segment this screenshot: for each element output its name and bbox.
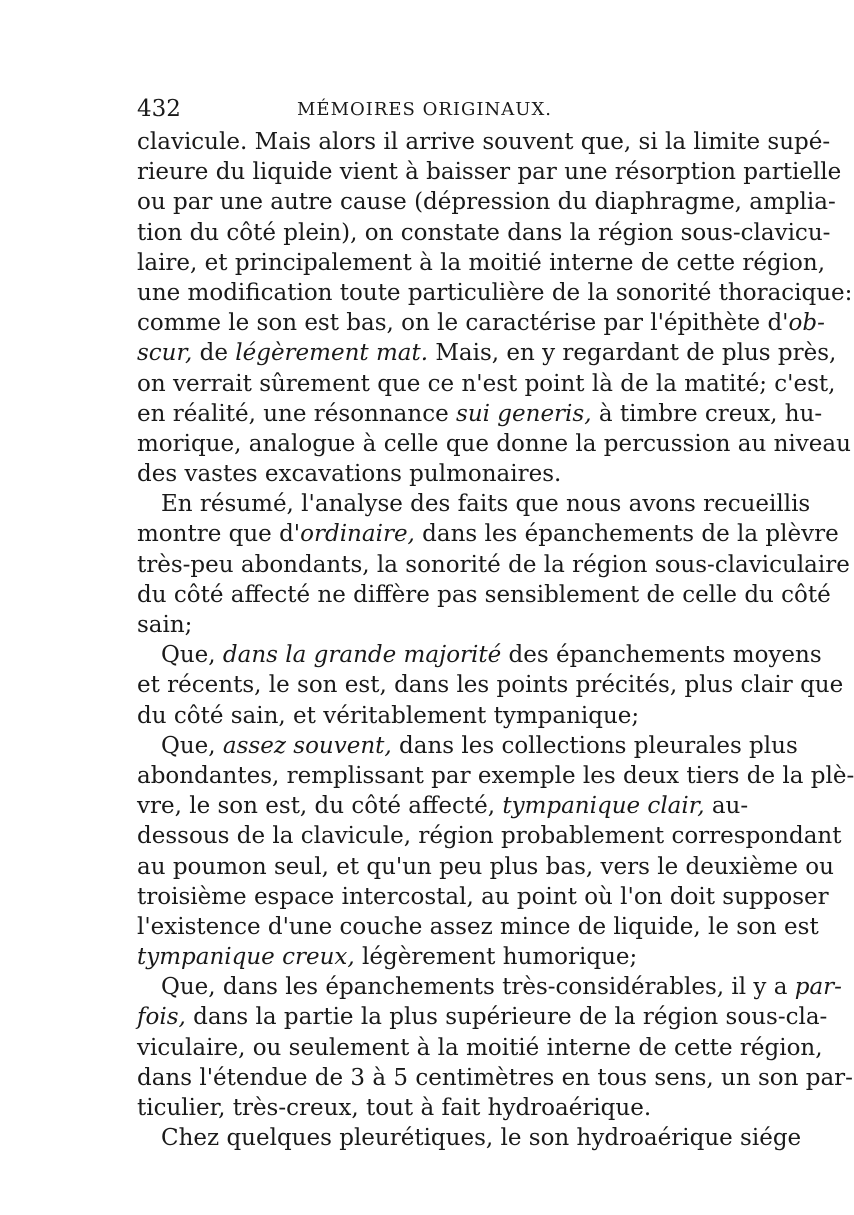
text-line bbox=[137, 157, 842, 187]
text-line bbox=[137, 761, 854, 791]
text-segment: Que, dans les épanchements très-considérables, il y a bbox=[161, 974, 795, 1001]
text-segment: troisième espace intercostal, au point où l'on doit supposer bbox=[137, 883, 829, 910]
text-line bbox=[137, 1063, 853, 1093]
text-segment: morique, analogue à celle que donne la percussion au niveau bbox=[137, 430, 851, 457]
text-segment: du côté sain, et véritablement tympanique; bbox=[137, 702, 640, 729]
text-segment: l'existence d'une couche assez mince de liquide, le son est bbox=[137, 913, 819, 940]
italic-text: sui generis, bbox=[456, 400, 592, 427]
text-segment: Que, bbox=[161, 732, 223, 759]
text-line bbox=[137, 882, 829, 912]
text-segment: au poumon seul, et qu'un peu plus bas, vers le deuxième ou bbox=[137, 853, 834, 880]
text-segment: ou par une autre cause (dépression du diaphragme, amplia- bbox=[137, 189, 836, 216]
text-segment: viculaire, ou seulement à la moitié interne de cette région, bbox=[137, 1034, 823, 1061]
text-line bbox=[137, 218, 831, 248]
text-line bbox=[137, 127, 831, 157]
text-segment: dans les collections pleurales plus bbox=[391, 732, 798, 759]
text-segment: au- bbox=[704, 793, 749, 820]
text-segment: on verrait sûrement que ce n'est point là de la matité; c'est, bbox=[137, 370, 836, 397]
text-line bbox=[137, 1093, 667, 1123]
text-line bbox=[137, 369, 836, 399]
text-segment: Mais, en y regardant de plus près, bbox=[428, 340, 837, 367]
page-number: 432 bbox=[137, 96, 181, 122]
text-line bbox=[137, 1002, 828, 1032]
text-line bbox=[137, 489, 811, 519]
text-line bbox=[137, 791, 749, 821]
text-line bbox=[137, 701, 667, 731]
italic-text: dans la grande majorité bbox=[222, 642, 502, 669]
text-segment: laire, et principalement à la moitié interne de cette région, bbox=[137, 249, 826, 276]
italic-text: légèrement mat. bbox=[235, 340, 429, 367]
italic-text: ob- bbox=[788, 310, 825, 337]
text-segment: Que, bbox=[161, 642, 223, 669]
text-segment: abondantes, remplissant par exemple les deux tiers de la plè- bbox=[137, 762, 854, 789]
italic-text: scur, bbox=[137, 340, 193, 367]
text-line bbox=[137, 670, 844, 700]
text-segment: rieure du liquide vient à baisser par une résorption partielle bbox=[137, 159, 842, 186]
text-segment: de bbox=[192, 340, 236, 367]
text-segment: En résumé, l'analyse des faits que nous avons recueillis bbox=[161, 491, 811, 518]
italic-text: assez souvent, bbox=[222, 732, 392, 759]
text-segment: en réalité, une résonnance bbox=[137, 400, 457, 427]
text-segment: légèrement humorique; bbox=[354, 944, 638, 971]
text-line bbox=[137, 580, 831, 610]
text-line bbox=[137, 1123, 802, 1153]
text-line bbox=[137, 550, 850, 580]
text-line bbox=[137, 731, 798, 761]
text-segment: Chez quelques pleurétiques, le son hydroaérique siége bbox=[161, 1125, 802, 1152]
text-line bbox=[137, 640, 822, 670]
text-segment: comme le son est bas, on le caractérise par l'épithète d' bbox=[137, 310, 789, 337]
text-line bbox=[137, 248, 826, 278]
text-line bbox=[137, 308, 825, 338]
italic-text: tympanique creux, bbox=[137, 944, 355, 971]
text-line bbox=[137, 278, 853, 308]
text-segment: du côté affecté ne diffère pas sensiblement de celle du côté bbox=[137, 581, 831, 608]
text-segment: montre que d' bbox=[137, 521, 301, 548]
italic-text: ordinaire, bbox=[300, 521, 415, 548]
text-line bbox=[137, 972, 842, 1002]
text-line bbox=[137, 610, 667, 640]
text-segment: dessous de la clavicule, région probablement correspondant bbox=[137, 823, 842, 850]
body-text bbox=[137, 127, 854, 1153]
text-segment: clavicule. Mais alors il arrive souvent que, si la limite supé- bbox=[137, 129, 831, 155]
text-line bbox=[137, 821, 842, 851]
text-segment: dans les épanchements de la plèvre bbox=[414, 521, 839, 548]
text-segment: une modification toute particulière de la sonorité thoracique: bbox=[137, 279, 853, 306]
text-segment: ticulier, très-creux, tout à fait hydroaérique. bbox=[137, 1095, 652, 1121]
text-line bbox=[137, 852, 834, 882]
text-segment: sain; bbox=[137, 612, 193, 638]
text-line bbox=[137, 912, 819, 942]
text-line bbox=[137, 187, 836, 217]
text-line bbox=[137, 519, 839, 549]
text-segment: des épanchements moyens bbox=[501, 642, 822, 669]
text-segment: dans la partie la plus supérieure de la région sous-cla- bbox=[185, 1004, 828, 1031]
text-segment: à timbre creux, hu- bbox=[591, 400, 823, 427]
italic-text: tympanique clair, bbox=[502, 793, 705, 820]
text-line bbox=[137, 338, 837, 368]
text-segment: dans l'étendue de 3 à 5 centimètres en tous sens, un son par- bbox=[137, 1064, 853, 1091]
text-line bbox=[137, 429, 851, 459]
text-line bbox=[137, 459, 667, 489]
text-line bbox=[137, 1033, 823, 1063]
text-segment: vre, le son est, du côté affecté, bbox=[137, 793, 503, 820]
italic-text: par- bbox=[794, 974, 842, 1001]
text-segment: très-peu abondants, la sonorité de la région sous-claviculaire bbox=[137, 551, 850, 578]
page-header bbox=[137, 96, 667, 126]
text-segment: et récents, le son est, dans les points précités, plus clair que bbox=[137, 672, 844, 699]
text-line bbox=[137, 942, 667, 972]
italic-text: fois, bbox=[137, 1004, 186, 1031]
running-head: MÉMOIRES ORIGINAUX. bbox=[297, 99, 552, 120]
text-line bbox=[137, 399, 823, 429]
text-segment: tion du côté plein), on constate dans la région sous-clavicu- bbox=[137, 219, 831, 246]
text-segment: des vastes excavations pulmonaires. bbox=[137, 461, 562, 488]
